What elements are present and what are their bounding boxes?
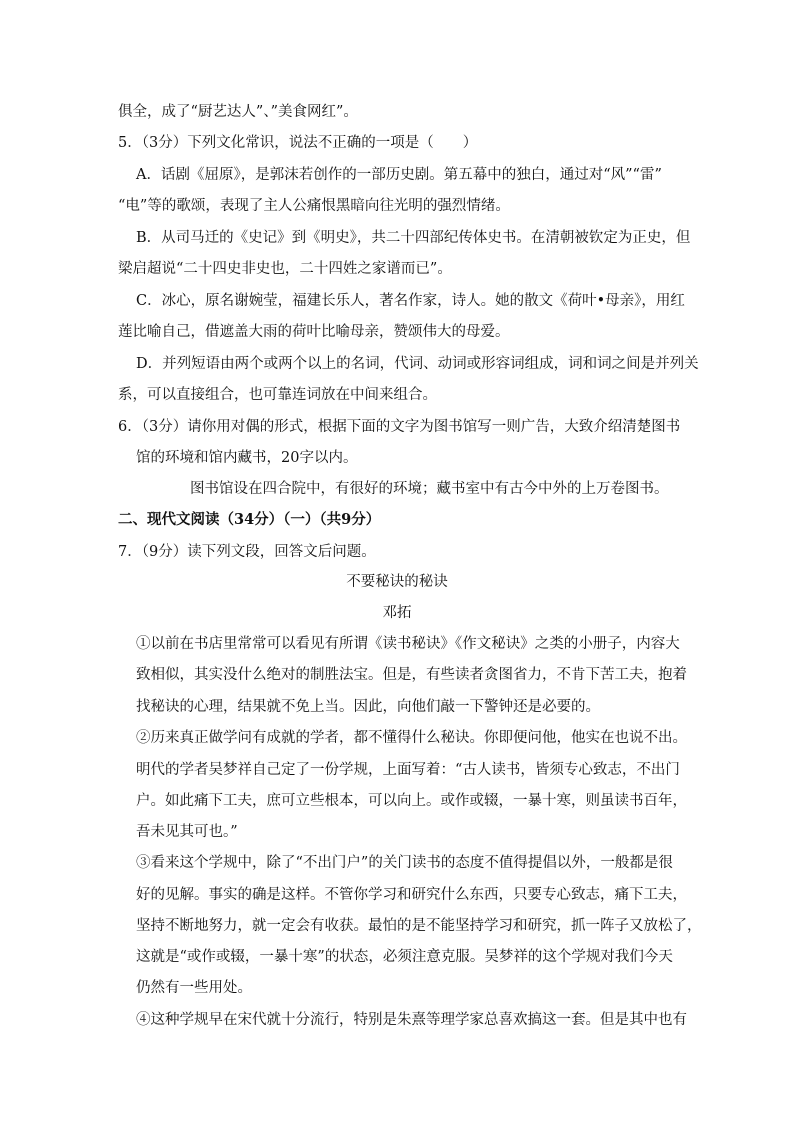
paragraph-1: ①以前在书店里常常可以看见有所谓《读书秘诀》《作文秘诀》之类的小册子，内容大 [136, 636, 680, 652]
option-b: B．从司马迁的《史记》到《明史》，共二十四部纪传体史书。在清朝被钦定为正史，但 [136, 230, 691, 246]
text-line: 好的见解。事实的确是这样。不管你学习和研究什么东西，只要专心致志，痛下工夫， [136, 887, 687, 903]
text-line: 俱全，成了“厨艺达人”、”美食网红”。 [118, 104, 358, 120]
option-d: D．并列短语由两个或两个以上的名词，代词、动词或形容词组成，词和词之间是并列关 [136, 356, 699, 372]
option-a: A．话剧《屈原》，是郭沫若创作的一部历史剧。第五幕中的独白，通过对“风”“雷” [136, 167, 662, 183]
paragraph-2: ②历来真正做学问有成就的学者，都不懂得什么秘诀。你即便问他，他实在也说不出。 [136, 730, 687, 746]
text-line: “电”等的歌颂，表现了主人公痛恨黑暗向往光明的强烈情绪。 [118, 198, 510, 214]
text-line: 找秘诀的心理，结果就不免上当。因此，向他们敲一下警钟还是必要的。 [136, 699, 600, 715]
text-line: 明代的学者吴梦祥自己定了一份学规，上面写着：“古人读书，皆须专心致志，不出门 [136, 762, 680, 778]
text-line: 户。如此痛下工夫，庶可立些根本，可以向上。或作或辍，一暴十寒，则虽读书百年， [136, 793, 687, 809]
question-5-stem: 5．（3分）下列文化常识，说法不正确的一项是（ ） [118, 135, 478, 151]
text-line: 坚持不断地努力，就一定会有收获。最怕的是不能坚持学习和研究，抓一阵子又放松了， [136, 918, 702, 934]
paragraph-3: ③看来这个学规中，除了“不出门户”的关门读书的态度不值得提倡以外，一般都是很 [136, 855, 673, 871]
article-title: 不要秘诀的秘诀 [346, 574, 448, 590]
text-line: 梁启超说“二十四史非史也，二十四姓之家谱而已”。 [118, 261, 452, 277]
text-line: 仍然有一些用处。 [136, 980, 252, 996]
paragraph-4: ④这种学规早在宋代就十分流行，特别是朱熹等理学家总喜欢搞这一套。但是其中也有 [136, 1012, 687, 1028]
article-author: 邓拓 [382, 605, 412, 621]
text-line: 莲比喻自己，借遮盖大雨的荷叶比喻母亲，赞颂伟大的母爱。 [118, 324, 510, 340]
question-6-stem: 6．（3分）请你用对偶的形式，根据下面的文字为图书馆写一则广告，大致介绍清楚图书 [118, 419, 681, 435]
option-c: C．冰心，原名谢婉莹，福建长乐人，著名作家，诗人。她的散文《荷叶•母亲》，用红 [136, 293, 685, 309]
text-line: 吾未见其可也。” [136, 824, 238, 840]
text-line: 这就是“或作或辍，一暴十寒”的状态，必须注意克服。吴梦祥的这个学规对我们今天 [136, 949, 673, 965]
text-line: 系，可以直接组合，也可靠连词放在中间来组合。 [118, 387, 437, 403]
question-6-material: 图书馆设在四合院中，有很好的环境；藏书室中有古今中外的上万卷图书。 [190, 481, 669, 497]
text-line: 馆的环境和馆内藏书，20字以内。 [136, 450, 358, 466]
question-7-stem: 7．（9分）读下列文段，回答文后问题。 [118, 544, 376, 560]
text-line: 致相似，其实没什么绝对的制胜法宝。但是，有些读者贪图省力，不肯下苦工夫，抱着 [136, 667, 687, 683]
section-heading: 二、现代文阅读（34分）（一）（共9分） [118, 511, 381, 528]
